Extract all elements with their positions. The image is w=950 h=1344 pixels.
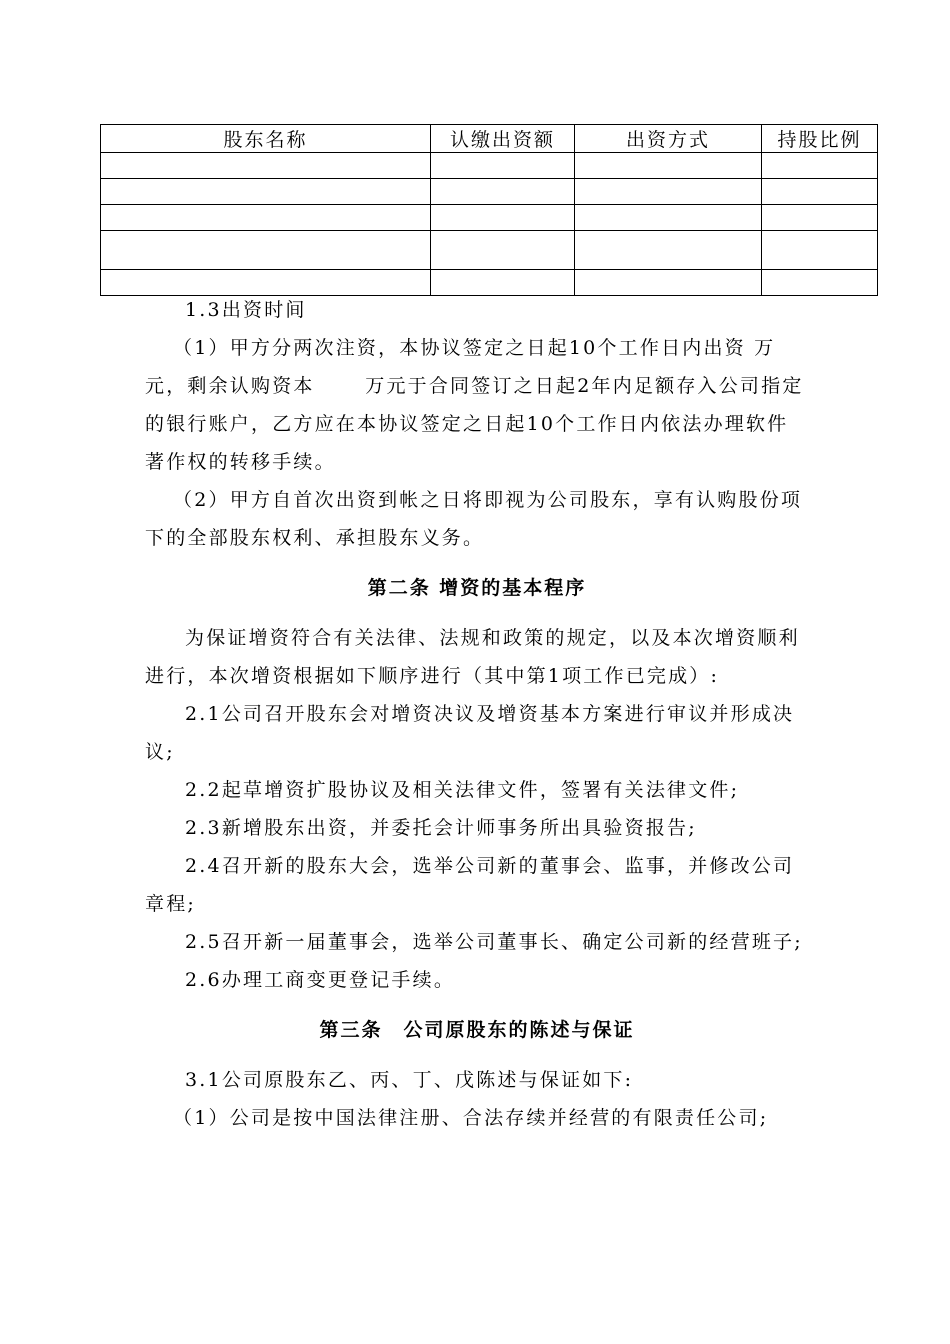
table-row xyxy=(101,153,878,179)
table-cell xyxy=(575,179,762,205)
document-body xyxy=(145,291,809,1137)
table-cell xyxy=(101,205,431,231)
table-row xyxy=(101,205,878,231)
table-cell xyxy=(575,231,762,270)
paragraph-1-3-2: （2）甲方自首次出资到帐之日将即视为公司股东，享有认购股份项下的全部股东权利、承担股东义务。 xyxy=(145,489,803,549)
article-2-item: 2.1公司召开股东会对增资决议及增资基本方案进行审议并形成决议; xyxy=(145,703,795,763)
table-row xyxy=(101,179,878,205)
table-cell xyxy=(431,205,575,231)
article-2-item: 2.5召开新一届董事会，选举公司董事长、确定公司新的经营班子; xyxy=(185,931,803,953)
table-cell xyxy=(431,231,575,270)
header-shareholder-name: 股东名称 xyxy=(101,125,431,153)
table-row xyxy=(101,231,878,270)
table-cell xyxy=(762,153,878,179)
table-cell xyxy=(575,153,762,179)
header-subscribed-capital: 认缴出资额 xyxy=(431,125,575,153)
table-cell xyxy=(762,231,878,270)
shareholder-table xyxy=(100,124,878,296)
paragraph-1-3-1: （1）甲方分两次注资，本协议签定之日起10个工作日内出资 万元，剩余认购资本 万元于合同签订之日起2年内足额存入公司指定的银行账户，乙方应在本协议签定之日起10个工作日内依法办理软件著作权的转移手续。 xyxy=(145,337,804,473)
table-cell xyxy=(101,231,431,270)
table-cell xyxy=(762,205,878,231)
table-header-row xyxy=(101,125,878,153)
article-2-item: 2.4召开新的股东大会，选举公司新的董事会、监事，并修改公司章程; xyxy=(145,855,795,915)
article-2-item: 2.3新增股东出资，并委托会计师事务所出具验资报告; xyxy=(185,817,697,839)
table-cell xyxy=(431,179,575,205)
paragraph-3-1: 3.1公司原股东乙、丙、丁、戊陈述与保证如下: xyxy=(185,1069,634,1091)
article-2-item: 2.2起草增资扩股协议及相关法律文件，签署有关法律文件; xyxy=(185,779,740,801)
section-heading-1-3: 1.3出资时间 xyxy=(185,299,307,321)
header-contribution-method: 出资方式 xyxy=(575,125,762,153)
table-cell xyxy=(101,153,431,179)
article-2-item: 2.6办理工商变更登记手续。 xyxy=(185,969,456,991)
article-2-intro: 为保证增资符合有关法律、法规和政策的规定，以及本次增资顺利进行，本次增资根据如下顺序进行（其中第1项工作已完成）: xyxy=(145,627,800,687)
table-cell xyxy=(762,179,878,205)
table-cell xyxy=(575,205,762,231)
article-2-title: 第二条 增资的基本程序 xyxy=(367,577,587,599)
paragraph-3-1-1: （1）公司是按中国法律注册、合法存续并经营的有限责任公司; xyxy=(173,1107,769,1129)
table-cell xyxy=(431,153,575,179)
header-shareholding-ratio: 持股比例 xyxy=(762,125,878,153)
table-cell xyxy=(101,179,431,205)
article-3-title: 第三条 公司原股东的陈述与保证 xyxy=(319,1019,635,1041)
